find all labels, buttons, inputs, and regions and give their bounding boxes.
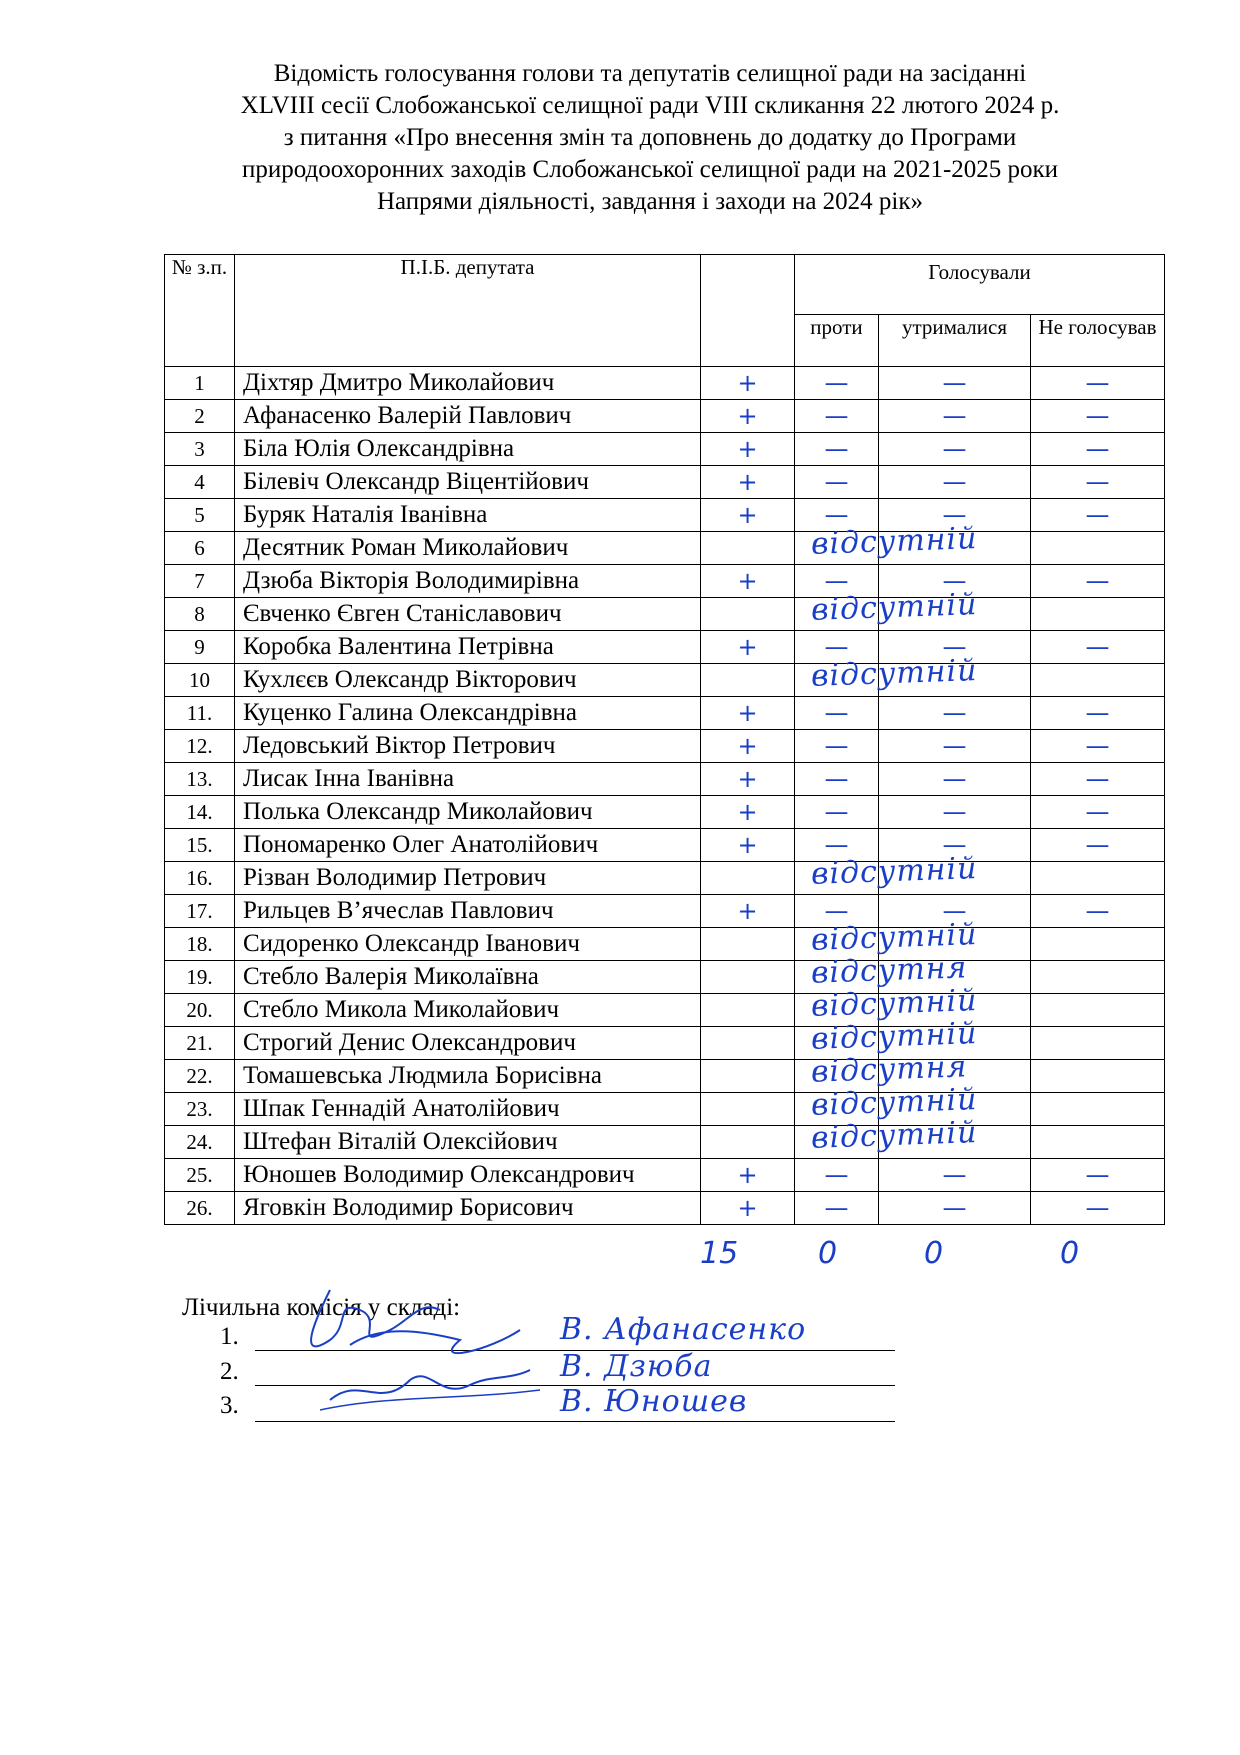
- vote-for: [701, 917, 978, 961]
- row-number: 14.: [165, 796, 235, 829]
- vote-against-mark: —: [824, 798, 849, 826]
- row-number: 9: [165, 631, 235, 664]
- vote-against-mark: —: [824, 435, 849, 463]
- vote-for: [701, 730, 795, 763]
- absent-note: відсутній: [810, 1016, 978, 1057]
- absent-note: відсутній: [810, 587, 978, 628]
- vote-against-mark: —: [824, 402, 849, 430]
- vote-against: [795, 400, 879, 433]
- deputy-name: Діхтяр Дмитро Миколайович: [235, 367, 701, 400]
- vote-against-mark: —: [824, 1161, 849, 1189]
- voting-rows: [165, 367, 1165, 1225]
- vote-for-mark: +: [737, 699, 758, 727]
- row-number: 25.: [165, 1159, 235, 1192]
- vote-for-mark: +: [737, 897, 758, 925]
- commission-member-3-name: В. Юношев: [560, 1384, 748, 1419]
- vote-for: [701, 565, 795, 598]
- deputy-name: Полька Олександр Миколайович: [235, 796, 701, 829]
- vote-for: [701, 521, 978, 565]
- vote-not-voted: [1031, 829, 1165, 862]
- row-number: 18.: [165, 928, 235, 961]
- vote-not-voted: [1031, 664, 1165, 697]
- table-row: [165, 598, 1165, 631]
- vote-for: [701, 697, 795, 730]
- vote-abstained-mark: —: [942, 369, 967, 397]
- deputy-name: Куценко Галина Олександрівна: [235, 697, 701, 730]
- document-title: [150, 58, 1150, 218]
- deputy-name: Кухлєєв Олександр Вікторович: [235, 664, 701, 697]
- vote-for: [701, 796, 795, 829]
- vote-abstained-mark: —: [942, 897, 967, 925]
- vote-against-mark: —: [824, 468, 849, 496]
- vote-for-mark: +: [737, 1194, 758, 1222]
- vote-abstained-mark: —: [942, 1194, 967, 1222]
- vote-abstained: [879, 1126, 1031, 1159]
- commission-member-2-number: 2.: [220, 1358, 239, 1385]
- vote-not-voted: [1031, 400, 1165, 433]
- vote-not-voted-mark: —: [1085, 567, 1110, 595]
- header-number: № з.п.: [165, 255, 235, 367]
- deputy-name: Рильцев В’ячеслав Павлович: [235, 895, 701, 928]
- table-row: [165, 466, 1165, 499]
- vote-for-mark: +: [737, 468, 758, 496]
- vote-abstained: [879, 466, 1031, 499]
- vote-not-voted: [1031, 928, 1165, 961]
- header-abstained: утрималися: [879, 315, 1031, 367]
- row-number: 24.: [165, 1126, 235, 1159]
- vote-not-voted-mark: —: [1085, 798, 1110, 826]
- deputy-name: Білевіч Олександр Віцентійович: [235, 466, 701, 499]
- vote-against: [795, 1192, 879, 1225]
- vote-not-voted-mark: —: [1085, 897, 1110, 925]
- total-for: 15: [700, 1236, 739, 1271]
- vote-against-mark: —: [824, 897, 849, 925]
- table-row: [165, 895, 1165, 928]
- vote-abstained-mark: —: [942, 732, 967, 760]
- vote-against: [795, 697, 879, 730]
- vote-not-voted: [1031, 730, 1165, 763]
- vote-against: [795, 1126, 879, 1159]
- vote-abstained: [879, 796, 1031, 829]
- row-number: 21.: [165, 1027, 235, 1060]
- vote-not-voted-mark: —: [1085, 1161, 1110, 1189]
- vote-against-mark: —: [824, 567, 849, 595]
- table-row: [165, 1093, 1165, 1126]
- vote-not-voted-mark: —: [1085, 831, 1110, 859]
- deputy-name: Томашевська Людмила Борисівна: [235, 1060, 701, 1093]
- vote-not-voted: [1031, 367, 1165, 400]
- vote-for: [701, 367, 795, 400]
- vote-against-mark: —: [824, 732, 849, 760]
- vote-not-voted-mark: —: [1085, 732, 1110, 760]
- table-row: [165, 433, 1165, 466]
- vote-not-voted-mark: —: [1085, 1194, 1110, 1222]
- vote-not-voted: [1031, 1093, 1165, 1126]
- vote-abstained: [879, 598, 1031, 631]
- vote-for: [701, 587, 978, 631]
- vote-abstained-mark: —: [942, 468, 967, 496]
- absent-note: відсутній: [810, 653, 978, 694]
- table-row: [165, 1159, 1165, 1192]
- vote-against: [795, 763, 879, 796]
- vote-against-mark: —: [824, 699, 849, 727]
- deputy-name: Юношев Володимир Олександрович: [235, 1159, 701, 1192]
- absent-note: відсутній: [810, 1082, 978, 1123]
- vote-not-voted: [1031, 565, 1165, 598]
- vote-for: [701, 1049, 968, 1093]
- vote-for: [701, 1159, 795, 1192]
- deputy-name: Дзюба Вікторія Володимирівна: [235, 565, 701, 598]
- row-number: 7: [165, 565, 235, 598]
- title-line-1: Відомість голосування голови та депутатів селищної ради на засіданні: [273, 60, 1027, 87]
- deputy-name: Різван Володимир Петрович: [235, 862, 701, 895]
- vote-not-voted: [1031, 1126, 1165, 1159]
- vote-abstained: [879, 664, 1031, 697]
- vote-abstained-mark: —: [942, 501, 967, 529]
- vote-against: [795, 664, 879, 697]
- vote-abstained: [879, 1192, 1031, 1225]
- row-number: 15.: [165, 829, 235, 862]
- vote-against-mark: —: [824, 765, 849, 793]
- table-row: [165, 862, 1165, 895]
- table-row: [165, 1027, 1165, 1060]
- vote-for-mark: +: [737, 798, 758, 826]
- table-row: [165, 928, 1165, 961]
- deputy-name: Сидоренко Олександр Іванович: [235, 928, 701, 961]
- vote-not-voted-mark: —: [1085, 501, 1110, 529]
- row-number: 11.: [165, 697, 235, 730]
- vote-abstained-mark: —: [942, 567, 967, 595]
- vote-for-mark: +: [737, 1161, 758, 1189]
- deputy-name: Буряк Наталія Іванівна: [235, 499, 701, 532]
- vote-for-mark: +: [737, 633, 758, 661]
- table-row: [165, 532, 1165, 565]
- deputy-name: Стебло Микола Миколайович: [235, 994, 701, 1027]
- deputy-name: Євченко Євген Станіславович: [235, 598, 701, 631]
- vote-against: [795, 796, 879, 829]
- vote-for-mark: +: [737, 567, 758, 595]
- header-name: П.І.Б. депутата: [235, 255, 701, 367]
- vote-abstained: [879, 862, 1031, 895]
- vote-abstained-mark: —: [942, 798, 967, 826]
- vote-against: [795, 598, 879, 631]
- table-row: [165, 994, 1165, 1027]
- row-number: 8: [165, 598, 235, 631]
- header-against: проти: [795, 315, 879, 367]
- vote-abstained-mark: —: [942, 633, 967, 661]
- table-row: [165, 796, 1165, 829]
- vote-for-mark: +: [737, 435, 758, 463]
- commission-member-1-name: В. Афанасенко: [560, 1312, 807, 1347]
- total-abstained: 0: [924, 1236, 944, 1271]
- vote-for-mark: +: [737, 501, 758, 529]
- row-number: 3: [165, 433, 235, 466]
- vote-abstained: [879, 763, 1031, 796]
- table-row: [165, 367, 1165, 400]
- vote-against-mark: —: [824, 501, 849, 529]
- row-number: 17.: [165, 895, 235, 928]
- vote-not-voted: [1031, 1060, 1165, 1093]
- signature-scribbles: [290, 1270, 550, 1430]
- row-number: 16.: [165, 862, 235, 895]
- vote-not-voted: [1031, 1159, 1165, 1192]
- vote-for: [701, 653, 978, 697]
- vote-not-voted: [1031, 1027, 1165, 1060]
- title-line-5: Напрями діяльності, завдання і заходи на 2024 рік»: [376, 188, 924, 215]
- deputy-name: Штефан Віталій Олексійович: [235, 1126, 701, 1159]
- vote-against: [795, 862, 879, 895]
- absent-note: відсутній: [810, 917, 978, 958]
- vote-against-mark: —: [824, 831, 849, 859]
- commission-member-2-name: В. Дзюба: [560, 1349, 713, 1384]
- vote-for: [701, 1115, 978, 1159]
- table-row: [165, 1126, 1165, 1159]
- vote-for: [701, 433, 795, 466]
- vote-for: [701, 895, 795, 928]
- title-line-4: природоохоронних заходів Слобожанської селищної ради на 2021-2025 роки: [241, 156, 1059, 183]
- deputy-name: Лисак Інна Іванівна: [235, 763, 701, 796]
- deputy-name: Ледовський Віктор Петрович: [235, 730, 701, 763]
- header-spacer: [701, 255, 795, 367]
- total-against: 0: [818, 1236, 838, 1271]
- deputy-name: Десятник Роман Миколайович: [235, 532, 701, 565]
- vote-not-voted: [1031, 532, 1165, 565]
- vote-for-mark: +: [737, 402, 758, 430]
- table-row: [165, 961, 1165, 994]
- vote-not-voted: [1031, 895, 1165, 928]
- vote-abstained-mark: —: [942, 831, 967, 859]
- vote-for: [701, 763, 795, 796]
- vote-against: [795, 532, 879, 565]
- total-not-voted: 0: [1060, 1236, 1080, 1271]
- vote-for: [701, 631, 795, 664]
- title-line-3: з питання «Про внесення змін та доповнень до додатку до Програми: [283, 124, 1017, 151]
- row-number: 12.: [165, 730, 235, 763]
- vote-not-voted-mark: —: [1085, 468, 1110, 496]
- vote-abstained: [879, 730, 1031, 763]
- commission-member-1-number: 1.: [220, 1323, 239, 1350]
- vote-not-voted-mark: —: [1085, 633, 1110, 661]
- deputy-name: Коробка Валентина Петрівна: [235, 631, 701, 664]
- vote-against: [795, 433, 879, 466]
- vote-not-voted: [1031, 466, 1165, 499]
- table-row: [165, 697, 1165, 730]
- vote-for: [701, 1016, 978, 1060]
- vote-not-voted-mark: —: [1085, 435, 1110, 463]
- vote-for: [701, 400, 795, 433]
- voting-table: [164, 254, 1165, 1225]
- deputy-name: Біла Юлія Олександрівна: [235, 433, 701, 466]
- table-row: [165, 730, 1165, 763]
- vote-for-mark: +: [737, 732, 758, 760]
- table-row: [165, 829, 1165, 862]
- deputy-name: Пономаренко Олег Анатолійович: [235, 829, 701, 862]
- table-row: [165, 1060, 1165, 1093]
- vote-abstained: [879, 433, 1031, 466]
- row-number: 19.: [165, 961, 235, 994]
- vote-not-voted: [1031, 961, 1165, 994]
- header-not-voted: Не голосував: [1031, 315, 1165, 367]
- commission-label: Лічильна комісія у складі:: [182, 1294, 461, 1321]
- absent-note: відсутній: [810, 1115, 978, 1156]
- vote-not-voted: [1031, 697, 1165, 730]
- row-number: 26.: [165, 1192, 235, 1225]
- vote-abstained: [879, 697, 1031, 730]
- vote-not-voted-mark: —: [1085, 369, 1110, 397]
- vote-against: [795, 367, 879, 400]
- absent-note: відсутній: [810, 521, 978, 562]
- vote-abstained: [879, 400, 1031, 433]
- vote-abstained-mark: —: [942, 699, 967, 727]
- vote-not-voted: [1031, 763, 1165, 796]
- table-row: [165, 763, 1165, 796]
- vote-not-voted: [1031, 433, 1165, 466]
- header-voted: Голосували: [795, 255, 1165, 315]
- absent-note: відсутня: [810, 950, 968, 991]
- vote-for: [701, 466, 795, 499]
- vote-for: [701, 983, 978, 1027]
- vote-for: [701, 950, 968, 994]
- row-number: 5: [165, 499, 235, 532]
- vote-abstained: [879, 1159, 1031, 1192]
- absent-note: відсутній: [810, 983, 978, 1024]
- vote-for: [701, 829, 795, 862]
- vote-abstained: [879, 532, 1031, 565]
- vote-for: [701, 851, 978, 895]
- vote-against-mark: —: [824, 1194, 849, 1222]
- vote-not-voted: [1031, 631, 1165, 664]
- vote-for-mark: +: [737, 765, 758, 793]
- vote-against-mark: —: [824, 369, 849, 397]
- table-row: [165, 499, 1165, 532]
- row-number: 20.: [165, 994, 235, 1027]
- vote-abstained: [879, 367, 1031, 400]
- title-line-2: XLVIII сесії Слобожанської селищної ради VIII скликання 22 лютого 2024 р.: [240, 92, 1060, 119]
- row-number: 10: [165, 664, 235, 697]
- vote-not-voted: [1031, 862, 1165, 895]
- vote-for: [701, 1082, 978, 1126]
- vote-abstained-mark: —: [942, 402, 967, 430]
- vote-against: [795, 1159, 879, 1192]
- vote-abstained-mark: —: [942, 765, 967, 793]
- table-row: [165, 400, 1165, 433]
- table-row: [165, 631, 1165, 664]
- vote-for-mark: +: [737, 369, 758, 397]
- row-number: 22.: [165, 1060, 235, 1093]
- row-number: 1: [165, 367, 235, 400]
- absent-note: відсутній: [810, 851, 978, 892]
- vote-for: [701, 499, 795, 532]
- vote-against: [795, 730, 879, 763]
- vote-against: [795, 466, 879, 499]
- vote-for: [701, 1192, 795, 1225]
- absent-note: відсутня: [810, 1049, 968, 1090]
- vote-abstained-mark: —: [942, 1161, 967, 1189]
- vote-not-voted: [1031, 598, 1165, 631]
- vote-not-voted: [1031, 994, 1165, 1027]
- row-number: 2: [165, 400, 235, 433]
- row-number: 6: [165, 532, 235, 565]
- deputy-name: Яговкін Володимир Борисович: [235, 1192, 701, 1225]
- row-number: 4: [165, 466, 235, 499]
- deputy-name: Строгий Денис Олександрович: [235, 1027, 701, 1060]
- deputy-name: Стебло Валерія Миколаївна: [235, 961, 701, 994]
- vote-not-voted: [1031, 796, 1165, 829]
- table-row: [165, 565, 1165, 598]
- vote-not-voted-mark: —: [1085, 402, 1110, 430]
- deputy-name: Афанасенко Валерій Павлович: [235, 400, 701, 433]
- row-number: 23.: [165, 1093, 235, 1126]
- vote-not-voted: [1031, 1192, 1165, 1225]
- vote-not-voted: [1031, 499, 1165, 532]
- vote-not-voted-mark: —: [1085, 699, 1110, 727]
- row-number: 13.: [165, 763, 235, 796]
- vote-abstained-mark: —: [942, 435, 967, 463]
- vote-against-mark: —: [824, 633, 849, 661]
- table-row: [165, 1192, 1165, 1225]
- deputy-name: Шпак Геннадій Анатолійович: [235, 1093, 701, 1126]
- commission-member-3-number: 3.: [220, 1392, 239, 1419]
- vote-for-mark: +: [737, 831, 758, 859]
- totals-row: [700, 1236, 1140, 1276]
- table-row: [165, 664, 1165, 697]
- vote-not-voted-mark: —: [1085, 765, 1110, 793]
